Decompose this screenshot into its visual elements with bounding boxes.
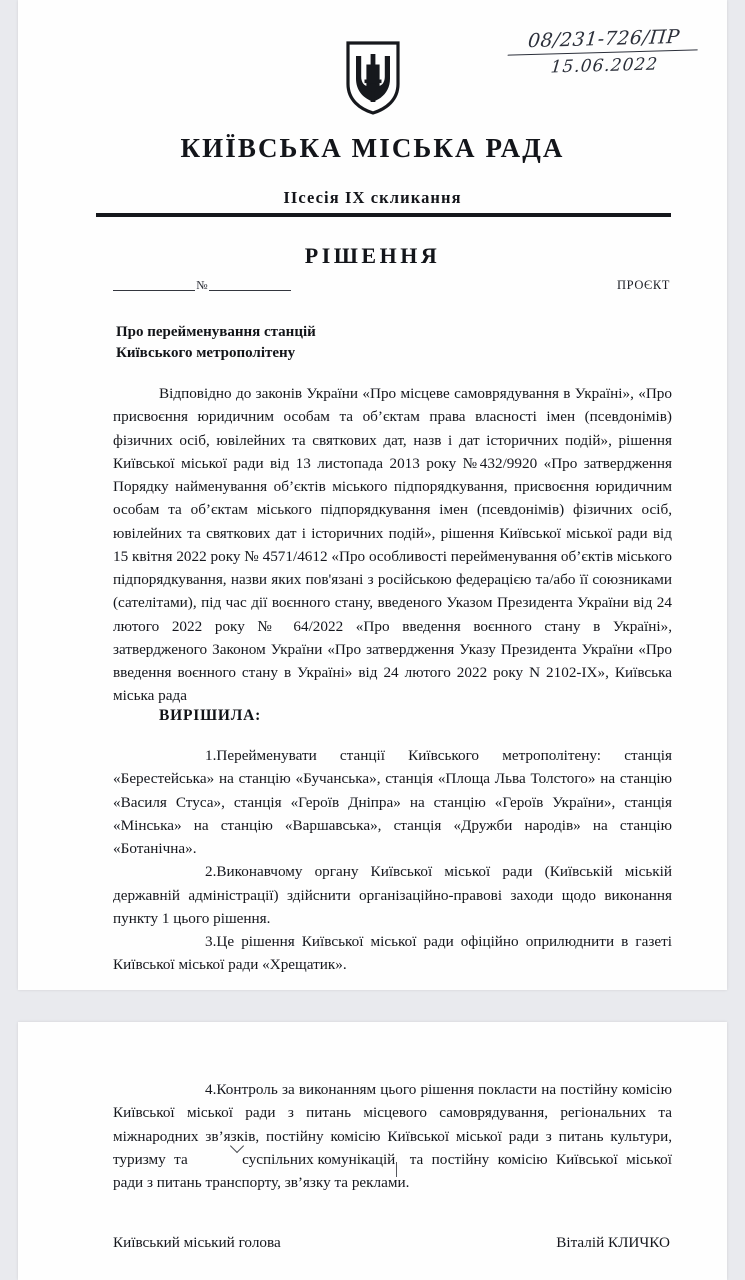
document-page-1 <box>18 0 727 990</box>
number-blank-left <box>113 280 195 291</box>
subject-line-1: Про перейменування станцій <box>116 324 316 340</box>
document-subject <box>116 322 316 363</box>
decision-items-list <box>113 744 672 977</box>
item-2-text: Виконавчому органу Київської міської ради (Київській міській державній адміністрації) здійснити організаційно-правові заходи щодо виконання пункту 1 цього рішення. <box>113 863 672 927</box>
ukraine-trident-coat-of-arms-icon <box>344 40 402 116</box>
decision-item-1 <box>113 744 672 860</box>
item-3-number: 3. <box>205 933 217 950</box>
emblem-container <box>18 40 727 116</box>
document-page-2 <box>18 1022 727 1280</box>
header-divider <box>96 213 671 217</box>
decision-heading: РІШЕННЯ <box>304 243 441 268</box>
preamble-paragraph: Відповідно до законів України «Про місцеве самоврядування в Україні», «Про присвоєння юридичним особам та об’єктам права власності імен (псевдонімів) фізичних осіб, ювілейних та святкових дат, назв і дат історичних подій», рішення Київської міської ради від 13 листопада 2013 року №432/9920 «Про затвердження Порядку найменування об’єктів міського підпорядкування, присвоєння юридичним особам та об’єктам міського підпорядкування імен (псевдонімів) фізичних осіб, ювілейних та святкових дат і історичних подій», рішення Київської міської ради від 15 квітня 2022 року № 4571/4612 «Про особливості перейменування об’єктів міського підпорядкування, назви яких пов'язані з російською федерацією та/або її союзниками (сателітами), під час дії воєнного стану, введеного Указом Президента України від 24 лютого 2022 року № 64/2022 «Про введення воєнного стану в Україні», затвердженого Законом України «Про затвердження Указу Президента України «Про введення воєнного стану в Україні» від 24 лютого 2022 року N 2102-IX», Київська міська рада <box>113 385 672 705</box>
item-1-number: 1. <box>205 747 217 764</box>
project-label: ПРОЄКТ <box>617 278 670 292</box>
handwritten-document-number: 08/231-726/ПР <box>508 27 700 55</box>
session-subtitle: ІІсесія ІХ скликання <box>283 188 462 207</box>
signatory-name: Віталій КЛИЧКО <box>556 1234 670 1251</box>
preamble-block <box>113 382 672 708</box>
item-1-text: Перейменувати станції Київського метрополітену: станція «Берестейська» на станцію «Бучанська», станція «Площа Льва Толстого» на станцію «Василя Стуса», станція «Героїв Дніпра» на станцію «Героїв України», станція «Мінська» на станцію «Варшавська», станція «Дружби народів» на станцію «Ботанічна». <box>113 747 672 857</box>
page-1-content <box>18 0 727 990</box>
item-4-text-part2: та постійну комісію Київської міської ради з питань транспорту, зв’язку та реклами. <box>113 1150 672 1191</box>
signatory-position: Київський міський голова <box>113 1234 281 1251</box>
item-4-handwritten-correction: суспільних комунікацій <box>196 1148 395 1171</box>
subject-line-2: Київського метрополітену <box>116 344 296 361</box>
document-number-field <box>113 279 291 291</box>
decision-item-4 <box>113 1078 672 1194</box>
page-2-content <box>18 1022 727 1280</box>
resolved-heading: ВИРІШИЛА: <box>159 707 262 724</box>
item-3-text: Це рішення Київської міської ради офіційно оприлюднити в газеті Київської міської ради «Хрещатик». <box>113 933 672 974</box>
signature-block <box>113 1234 670 1252</box>
page-title: КИЇВСЬКА МІСЬКА РАДА <box>180 133 565 163</box>
item-4-number: 4. <box>205 1081 217 1098</box>
item-4-text-part1: Контроль за виконанням цього рішення покласти на постійну комісію Київської міської ради з питань місцевого самоврядування, регіональних та міжнародних зв’язків, постійну комісію Київської міської ради з питань культури, туризму та <box>113 1081 672 1168</box>
decision-item-2 <box>113 860 672 930</box>
handwritten-date: 15.06.2022 <box>549 54 659 78</box>
number-symbol: № <box>196 278 208 292</box>
decision-item-3 <box>113 930 672 977</box>
number-blank-right <box>209 280 291 291</box>
decision-item-4-block <box>113 1078 672 1194</box>
item-2-number: 2. <box>205 863 217 881</box>
